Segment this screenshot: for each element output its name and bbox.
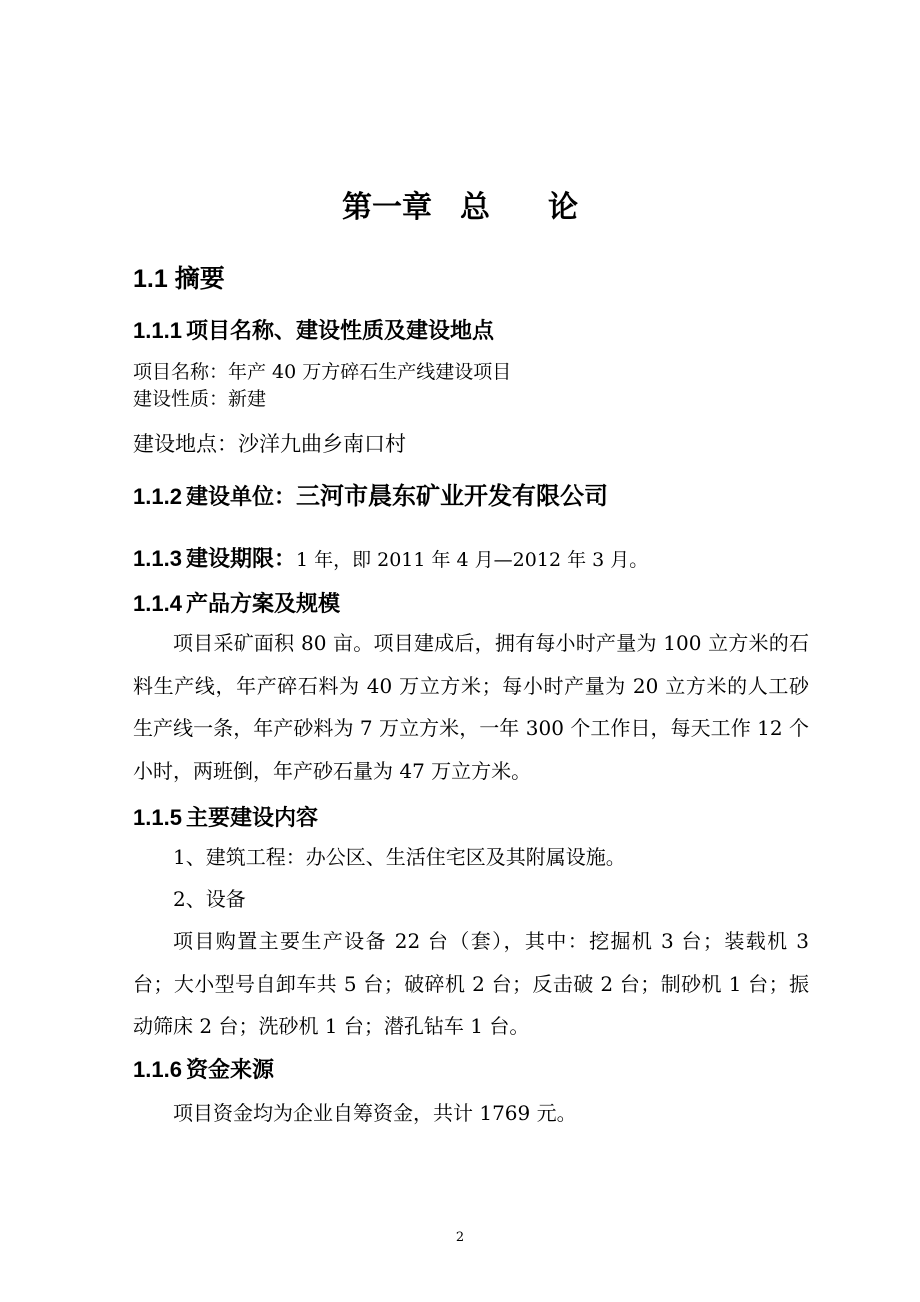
project-name-line: 项目名称：年产 40 万方碎石生产线建设项目 bbox=[133, 361, 512, 383]
section-1-1-6-heading bbox=[133, 1053, 274, 1084]
section-1-1-2-number: 1.1.2 bbox=[133, 484, 182, 509]
chapter-title-number: 第一章 bbox=[342, 191, 432, 224]
section-1-1-1-title: 项目名称、建设性质及建设地点 bbox=[185, 318, 494, 343]
project-location-line: 建设地点：沙洋九曲乡南口村 bbox=[133, 432, 406, 456]
section-1-1-1-heading bbox=[133, 314, 494, 345]
section-1-1-4-title: 产品方案及规模 bbox=[185, 591, 340, 616]
product-scale-paragraph: 项目采矿面积 80 亩。项目建成后，拥有每小时产量为 100 立方米的石料生产线，年产碎石料为 40 万立方米；每小时产量为 20 立方米的人工砂生产线一条，年产砂料为 7 万立方米，一年 300 个工作日，每天工作 12 个小时，两班倒，年产砂石量为 47 万立方米。 bbox=[133, 631, 809, 783]
company-name: 三河市晨东矿业开发有限公司 bbox=[295, 483, 608, 510]
chapter-title-word-1: 总 bbox=[460, 191, 490, 224]
section-1-1-heading: 1.1 摘要 bbox=[133, 265, 225, 293]
construction-period-text: 1 年，即 2011 年 4 月—2012 年 3 月。 bbox=[295, 549, 649, 571]
section-1-1-3-number: 1.1.3 bbox=[133, 546, 182, 571]
construction-item-1: 1、建筑工程：办公区、生活住宅区及其附属设施。 bbox=[173, 845, 626, 869]
section-1-1-1-number: 1.1.1 bbox=[133, 318, 182, 343]
section-1-1-2-label: 建设单位： bbox=[185, 484, 296, 509]
section-1-1-3-heading bbox=[133, 542, 648, 573]
page-number: 2 bbox=[455, 1230, 465, 1245]
equipment-paragraph: 项目购置主要生产设备 22 台（套），其中：挖掘机 3 台；装载机 3 台；大小型号自卸车共 5 台；破碎机 2 台；反击破 2 台；制砂机 1 台；振动筛床 2 台；洗砂机 1 台；潜孔钻车 1 台。 bbox=[133, 929, 809, 1038]
chapter-title bbox=[0, 182, 920, 226]
section-1-1-5-number: 1.1.5 bbox=[133, 805, 182, 830]
funding-paragraph: 项目资金均为企业自筹资金，共计 1769 元。 bbox=[173, 1101, 577, 1125]
section-1-1-4-number: 1.1.4 bbox=[133, 591, 182, 616]
project-nature-line: 建设性质：新建 bbox=[133, 388, 267, 410]
section-1-1-2-heading bbox=[133, 476, 608, 511]
section-1-1-3-label: 建设期限： bbox=[185, 546, 296, 571]
construction-item-2: 2、设备 bbox=[173, 887, 246, 911]
section-1-1-4-heading bbox=[133, 587, 340, 618]
section-1-1-6-number: 1.1.6 bbox=[133, 1057, 182, 1082]
chapter-title-word-2: 论 bbox=[548, 191, 578, 224]
section-1-1-5-heading bbox=[133, 801, 318, 832]
section-1-1-5-title: 主要建设内容 bbox=[185, 805, 318, 830]
section-1-1-6-title: 资金来源 bbox=[185, 1057, 274, 1082]
